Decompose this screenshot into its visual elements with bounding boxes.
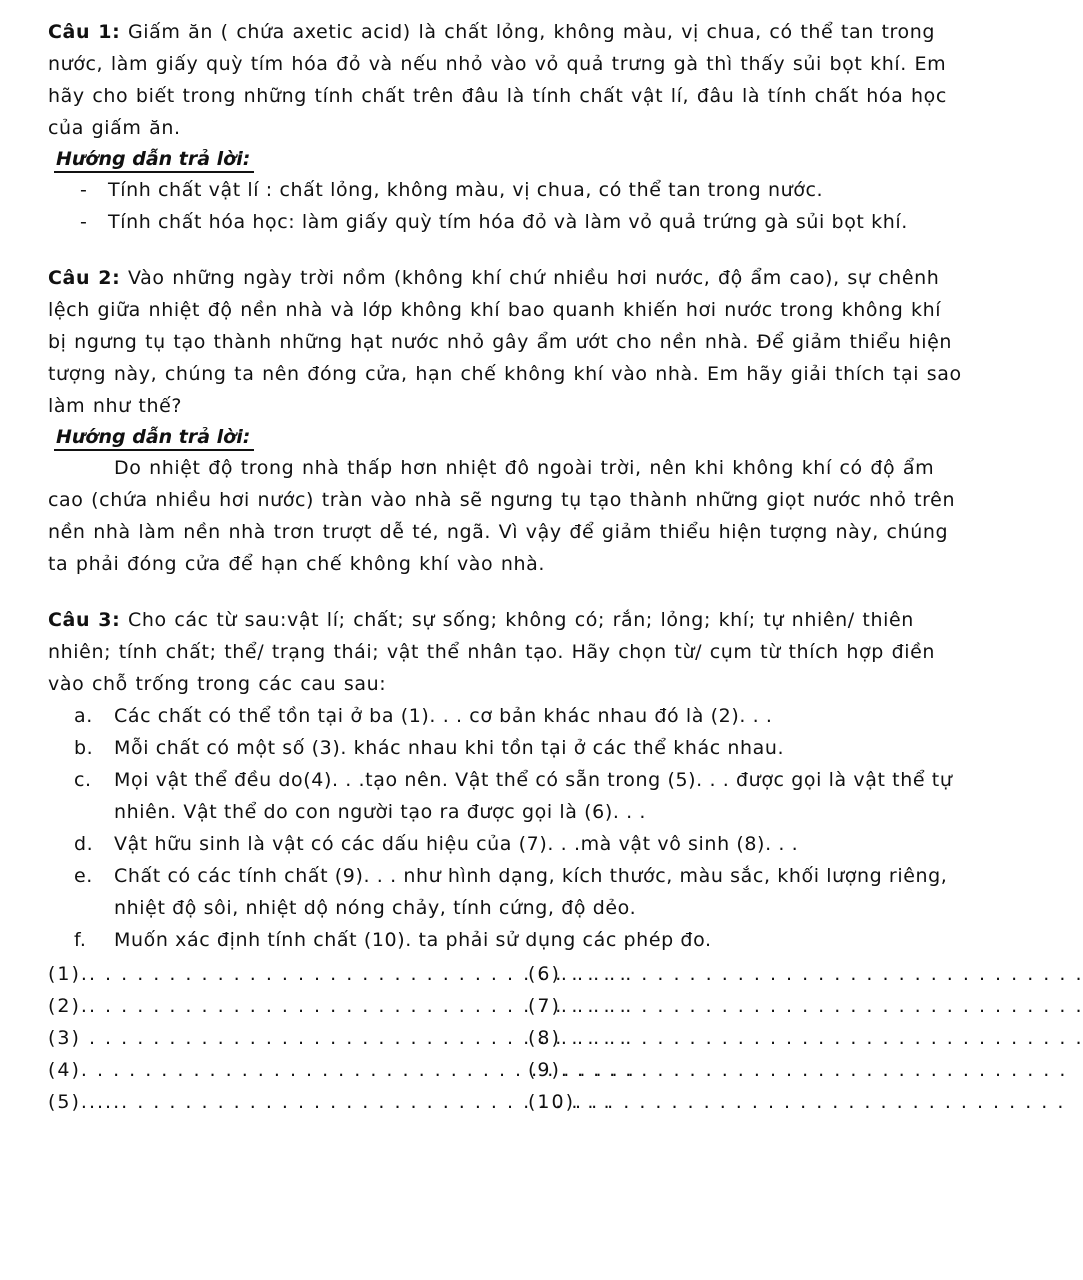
- question-3-title: Câu 3:: [48, 609, 121, 631]
- answer-row: [48, 990, 1083, 1022]
- blank-6[interactable]: (6). . . . . . . . . . . . . . . . . . . . . . . . . . . . . . . . .: [528, 963, 1083, 985]
- answer-row: [48, 1086, 1066, 1118]
- list-item: e. Chất có các tính chất (9). . . như hình dạng, kích thước, màu sắc, khối lượng riêng, nhiệt độ sôi, nhiệt dộ nóng chảy, tính cứng, độ dẻo.: [74, 865, 948, 919]
- question-1: [48, 16, 966, 144]
- answer-row: [48, 1022, 1083, 1054]
- question-1-answer-list: [48, 174, 966, 238]
- list-item: c. Mọi vật thể đều do(4). . .tạo nên. Vật thể có sẵn trong (5). . . được gọi là vật thể tự nhiên. Vật thể do con người tạo ra được gọi là (6). . .: [74, 769, 953, 823]
- list-item: d. Vật hữu sinh là vật có các dấu hiệu của (7). . .mà vật vô sinh (8). . .: [74, 833, 799, 855]
- answer-physical-properties: - Tính chất vật lí : chất lỏng, không màu, vị chua, có thể tan trong nước.: [80, 174, 966, 206]
- question-2-guide-heading: Hướng dẫn trả lời:: [54, 422, 966, 452]
- question-3-items: [48, 700, 966, 956]
- list-item: b. Mỗi chất có một số (3). khác nhau khi tồn tại ở các thể khác nhau.: [74, 737, 785, 759]
- question-3-text: Cho các từ sau:vật lí; chất; sự sống; không có; rắn; lỏng; khí; tự nhiên/ thiên nhiên; tính chất; thể/ trạng thái; vật thể nhân tạo. Hãy chọn từ/ cụm từ thích hợp điền vào chỗ trống trong các cau sau:: [48, 609, 936, 695]
- question-1-title: Câu 1:: [48, 21, 121, 43]
- blank-9[interactable]: (9). . . . . . . . . . . . . . . . . . . . . . . . . . . . . . . .: [528, 1059, 1068, 1081]
- question-1-guide-heading: Hướng dẫn trả lời:: [54, 144, 966, 174]
- question-2: [48, 262, 966, 422]
- answer-chemical-properties: - Tính chất hóa học: làm giấy quỳ tím hóa đỏ và làm vỏ quả trứng gà sủi bọt khí.: [80, 206, 966, 238]
- question-2-title: Câu 2:: [48, 267, 121, 289]
- blank-2[interactable]: (2).. . . . . . . . . . . . . . . . . . . . . . . . . . . . . . . . . .: [48, 995, 628, 1017]
- blank-3[interactable]: (3) . . . . . . . . . . . . . . . . . . . . . . . . . . . . . . . . . .: [48, 1027, 628, 1049]
- blank-4[interactable]: (4). . . . . . . . . . . . . . . . . . . . . . . . . . . . . . . . . . .: [48, 1059, 636, 1081]
- answer-blanks: [48, 958, 1083, 1118]
- question-2-text: Vào những ngày trời nồm (không khí chứ nhiều hơi nước, độ ẩm cao), sự chênh lệch giữa nhiệt độ nền nhà và lớp không khí bao quanh khiến hơi nước trong không khí bị ngưng tụ tạo thành những hạt nước nhỏ gây ẩm ướt cho nền nhà. Để giảm thiểu hiện tượng này, chúng ta nên đóng cửa, hạn chế không khí vào nhà. Em hãy giải thích tại sao làm như thế?: [48, 267, 962, 417]
- blank-7[interactable]: (7). . . . . . . . . . . . . . . . . . . . . . . . . . . . . . . . .: [528, 995, 1083, 1017]
- question-2-answer: Do nhiệt độ trong nhà thấp hơn nhiệt đô ngoài trời, nên khi không khí có độ ẩm cao (chứa nhiều hơi nước) tràn vào nhà sẽ ngưng tụ tạo thành những giọt nước nhỏ trên nền nhà làm nền nhà trơn trượt dễ té, ngã. Vì vậy để giảm thiểu hiện tượng này, chúng ta phải đóng cửa để hạn chế không khí vào nhà.: [48, 457, 956, 575]
- question-3: [48, 604, 966, 700]
- blank-1[interactable]: (1).. . . . . . . . . . . . . . . . . . . . . . . . . . . . . . . . . .: [48, 963, 628, 985]
- blank-10[interactable]: (10). . . . . . . . . . . . . . . . . . . . . . . . . . . . . . .: [528, 1091, 1066, 1113]
- question-1-text: Giấm ăn ( chứa axetic acid) là chất lỏng, không màu, vị chua, có thể tan trong nước, làm giấy quỳ tím hóa đỏ và nếu nhỏ vào vỏ quả trưng gà thì thấy sủi bọt khí. Em hãy cho biết trong những tính chất trên đâu là tính chất vật lí, đâu là tính chất hóa học của giấm ăn.: [48, 21, 947, 139]
- blank-5[interactable]: (5)...... . . . . . . . . . . . . . . . . . . . . . . . . . . . . . .: [48, 1091, 612, 1113]
- answer-row: [48, 1054, 1068, 1086]
- list-item: f. Muốn xác định tính chất (10). ta phải sử dụng các phép đo.: [74, 929, 712, 951]
- list-item: a. Các chất có thể tồn tại ở ba (1). . . cơ bản khác nhau đó là (2). . .: [74, 705, 773, 727]
- blank-8[interactable]: (8). . . . . . . . . . . . . . . . . . . . . . . . . . . . . . . . .: [528, 1027, 1083, 1049]
- answer-row: [48, 958, 1083, 990]
